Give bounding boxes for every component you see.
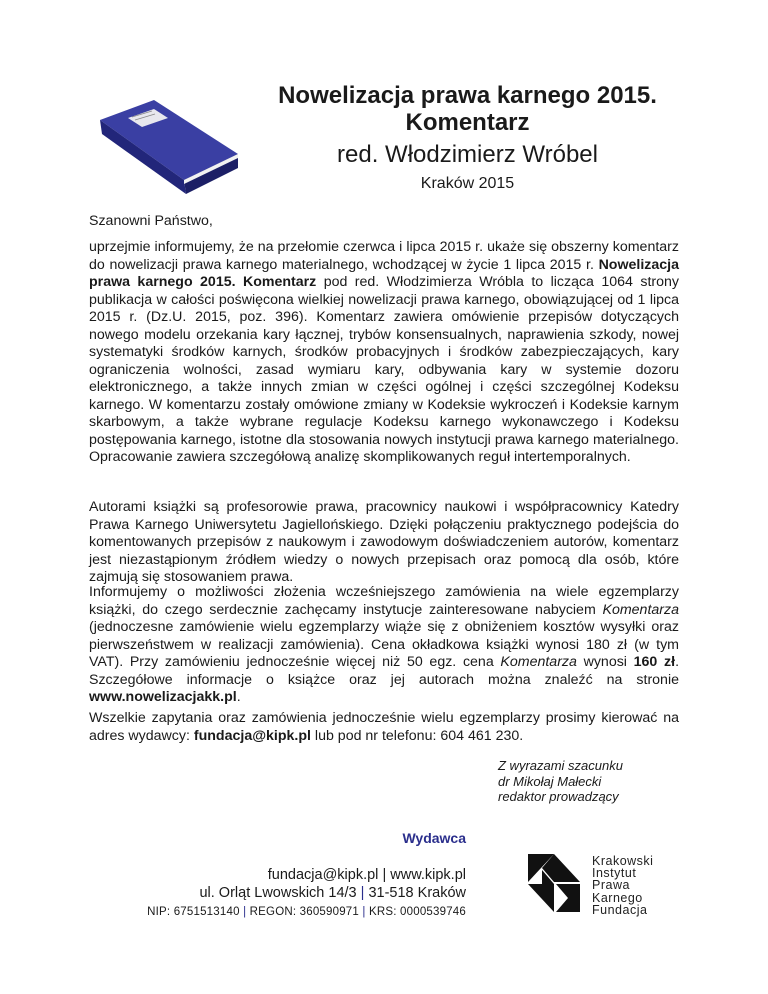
p1-text-b: pod red. Włodzimierza Wróbla to licząca 1064 strony publikacja w całości poświęcona wielkiej nowelizacji prawa karnego, obowiązującej od 1 lipca 2015 r. (Dz.U. 2015, poz. 396). Komentarz zawiera omówienie przepisów dotyczących nowego modelu orzekania kary łącznej, trybów konsensualnych, naprawienia szkody, nowej systematyki środków karnych, środków probacyjnych i środków zabezpieczających, kary ograniczenia wolności, zasad wymiaru kary, odbywania kary w systemie dozoru elektronicznego, a także innych zmian w części ogólnej i części szczególnej Kodeksu karnego. W komentarzu zostały omówione zmiany w Kodeksie wykroczeń i Kodeksie karnym skarbowym, a także wybrane regulacje Kodeksu karnego wykonawczego i Kodeksu postępowania karnego, istotne dla stosowania nowych instytucji prawa karnego materialnego. Opracowanie zawiera szczegółową analizę skomplikowanych reguł intertemporalnych. xyxy=(89,274,679,465)
publisher-email[interactable]: fundacja@kipk.pl xyxy=(267,867,379,883)
paragraph-authors: Autorami książki są profesorowie prawa, pracownicy naukowi i współpracownicy Katedry Prawa Karnego Uniwersytetu Jagiellońskiego. Dzięki połączeniu praktycznego podejścia do komentowanych przepisów z naukowym i zawodowym doświadczeniem autorów, komentarz jest niezastąpionym źródłem wiedzy o nowych przepisach oraz pomocą dla osób, które zajmują się stosowaniem prawa. xyxy=(89,499,679,585)
separator: | xyxy=(360,885,365,901)
logo-wordmark xyxy=(592,855,653,916)
logo-line5: Fundacja xyxy=(592,902,648,917)
logo-line3: Prawa xyxy=(592,878,630,893)
p3-text-b: (jednoczesne zamówienie wielu egzemplarzy wiąże się z obniżeniem kosztów wysyłki oraz pierwszeństwem w realizacji zamówienia). Cena okładkowa książki wynosi 180 zł (w tym VAT). Przy zamówieniu jednocześnie więcej niż 50 egz. cena xyxy=(89,619,679,670)
publisher-contact-line xyxy=(86,866,466,884)
contact-email-link[interactable]: fundacja@kipk.pl xyxy=(193,727,311,744)
salutation: Szanowni Państwo, xyxy=(89,213,213,229)
logo-line1: Krakowski xyxy=(592,854,654,868)
closing-signature xyxy=(498,758,623,805)
address-street: ul. Orląt Lwowskich 14/3 xyxy=(199,885,357,901)
p4-text-b: lub pod nr telefonu: 604 461 230. xyxy=(310,727,524,744)
closing-line1: Z wyrazami szacunku xyxy=(498,758,623,773)
publisher-block xyxy=(86,830,466,920)
paragraph-order-info xyxy=(89,584,679,707)
book-cover-image xyxy=(92,98,242,196)
separator: | xyxy=(243,906,247,918)
p3-text-d: . Szczegółowe informacje o książce oraz jej autorach można znaleźć na stronie xyxy=(89,654,680,688)
publisher-label: Wydawca xyxy=(402,830,466,846)
p4-text-a: Wszelkie zapytania oraz zamówienia jednocześnie wielu egzemplarzy prosimy kierować na adres wydawcy: xyxy=(89,710,679,744)
p3-italic-komentarza-2: Komentarza xyxy=(500,654,577,670)
discount-price: 160 zł xyxy=(633,654,676,670)
regon-number: REGON: 360590971 xyxy=(249,906,359,918)
place-year: Kraków 2015 xyxy=(420,175,515,192)
publisher-website[interactable]: www.kipk.pl xyxy=(390,867,466,883)
kipk-logo-icon xyxy=(528,854,580,912)
separator: | xyxy=(362,906,366,918)
book-editor: red. Włodzimierz Wróbel xyxy=(337,141,598,168)
nip-number: NIP: 6751513140 xyxy=(147,906,240,918)
logo-line2: Instytut xyxy=(592,866,637,881)
address-city: 31-518 Kraków xyxy=(368,885,466,901)
publisher-ids-line xyxy=(86,904,466,920)
publisher-address-line xyxy=(86,884,466,902)
p3-text-a: Informujemy o możliwości złożenia wcześniejszego zamówienia na wiele egzemplarzy książki, do czego serdecznie zachęcamy instytucje zainteresowane nabyciem xyxy=(89,584,679,618)
paragraph-announcement xyxy=(89,239,679,467)
p3-text-c: wynosi xyxy=(576,654,634,670)
logo-line4: Karnego xyxy=(592,890,643,905)
paragraph-contact xyxy=(89,710,679,745)
p3-italic-komentarza-1: Komentarza xyxy=(602,601,679,618)
letter-header xyxy=(245,82,690,194)
p1-book-title: Nowelizacja prawa karnego 2015. Komentarz xyxy=(89,256,679,290)
book-title-line1: Nowelizacja prawa karnego 2015. xyxy=(278,82,657,109)
separator: | xyxy=(382,867,387,883)
website-link[interactable]: www.nowelizacjakk.pl xyxy=(89,689,237,705)
p1-text-a: uprzejmie informujemy, że na przełomie czerwca i lipca 2015 r. ukaże się obszerny komentarz do nowelizacji prawa karnego materialnego, wchodzącej w życie 1 lipca 2015 r. xyxy=(89,239,679,273)
book-title-line2: Komentarz xyxy=(405,109,530,136)
closing-line3: redaktor prowadzący xyxy=(498,789,619,804)
p3-text-e: . xyxy=(236,689,241,705)
krs-number: KRS: 0000539746 xyxy=(369,906,466,918)
closing-line2: dr Mikołaj Małecki xyxy=(498,773,602,789)
